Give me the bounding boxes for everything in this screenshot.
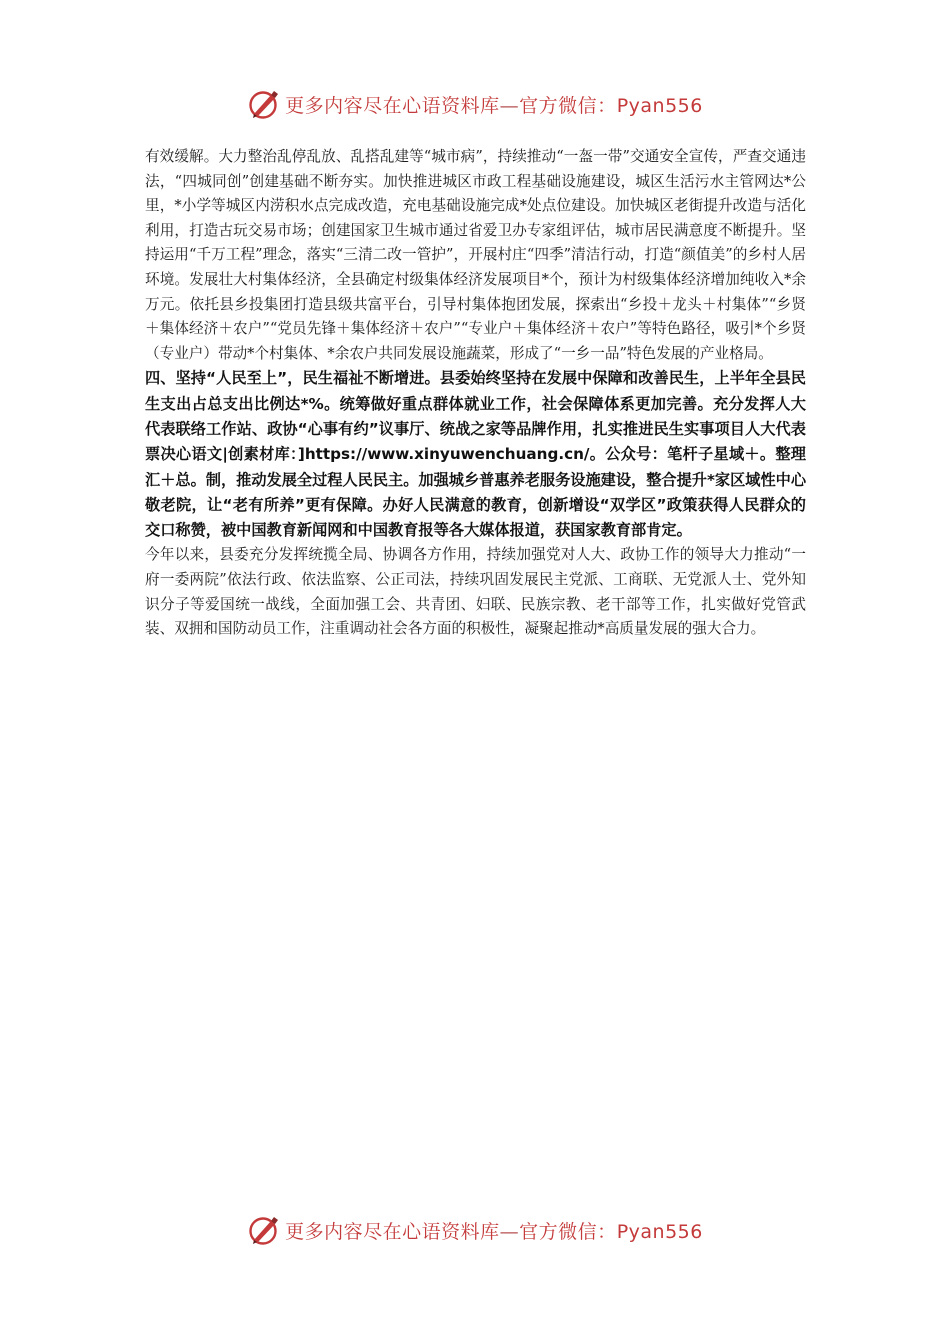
- header-banner-text: [285, 91, 703, 118]
- banner-wechat-label: 官方微信：: [519, 94, 617, 117]
- header-banner: [0, 86, 950, 122]
- footer-banner-content: [247, 1213, 703, 1247]
- banner-wechat-id: Pyan556: [616, 1220, 703, 1243]
- banner-separator: —: [499, 94, 520, 117]
- footer-banner-text: [285, 1217, 703, 1244]
- pen-circle-logo-icon: [247, 87, 281, 121]
- header-banner-content: [247, 87, 703, 121]
- body-paragraph-3: 今年以来，县委充分发挥统揽全局、协调各方作用，持续加强党对人大、政协工作的领导大力推动“一府一委两院”依法行政、依法监察、公正司法，持续巩固发展民主党派、工商联、无党派人士、党外知识分子等爱国统一战线，全面加强工会、共青团、妇联、民族宗教、老干部等工作，扎实做好党管武装、双拥和国防动员工作，注重调动社会各方面的积极性，凝聚起推动*高质量发展的强大合力。: [145, 546, 806, 638]
- banner-main-text: 更多内容尽在心语资料库: [285, 94, 500, 117]
- body-paragraph-1: 有效缓解。大力整治乱停乱放、乱搭乱建等“城市病”，持续推动“一盔一带”交通安全宣传，严查交通违法，“四城同创”创建基础不断夯实。加快推进城区市政工程基础设施建设，城区生活污水主管网达*公里，*小学等城区内涝积水点完成改造，充电基础设施完成*处点位建设。加快城区老街提升改造与活化利用，打造古玩交易市场；创建国家卫生城市通过省爱卫办专家组评估，城市居民满意度不断提升。坚持运用“千万工程”理念，落实“三清二改一管护”，开展村庄“四季”清洁行动，打造“颜值美”的乡村人居环境。发展壮大村集体经济，全县确定村级集体经济发展项目*个，预计为村级集体经济增加纯收入*余万元。依托县乡投集团打造县级共富平台，引导村集体抱团发展，探索出“乡投＋龙头＋村集体”“乡贤＋集体经济＋农户”“党员先锋＋集体经济＋农户”“专业户＋集体经济＋农户”等特色路径，吸引*个乡贤（专业户）带动*个村集体、*余农户共同发展设施蔬菜，形成了“一乡一品”特色发展的产业格局。: [145, 148, 806, 362]
- footer-banner: [0, 1212, 950, 1248]
- banner-separator: —: [499, 1220, 520, 1243]
- pen-circle-logo-icon: [247, 1213, 281, 1247]
- banner-wechat-id: Pyan556: [616, 94, 703, 117]
- section-four-paragraph: 四、坚持“人民至上”，民生福祉不断增进。县委始终坚持在发展中保障和改善民生，上半年全县民生支出占总支出比例达*%。统筹做好重点群体就业工作，社会保障体系更加完善。充分发挥人大代表联络工作站、政协“心事有约”议事厅、统战之家等品牌作用，扎实推进民生实事项目人大代表票决心语文|创素材库：]https://www.xinyuwenchuang.cn/。公众号：笔杆子星域＋。整理汇＋总。制，推动发展全过程人民民主。加强城乡普惠养老服务设施建设，整合提升*家区域性中心敬老院，让“老有所养”更有保障。办好人民满意的教育，创新增设“双学区”政策获得人民群众的交口称赞，被中国教育新闻网和中国教育报等各大媒体报道，获国家教育部肯定。: [145, 369, 807, 540]
- banner-main-text: 更多内容尽在心语资料库: [285, 1220, 500, 1243]
- document-body: [145, 145, 806, 642]
- banner-wechat-label: 官方微信：: [519, 1220, 617, 1243]
